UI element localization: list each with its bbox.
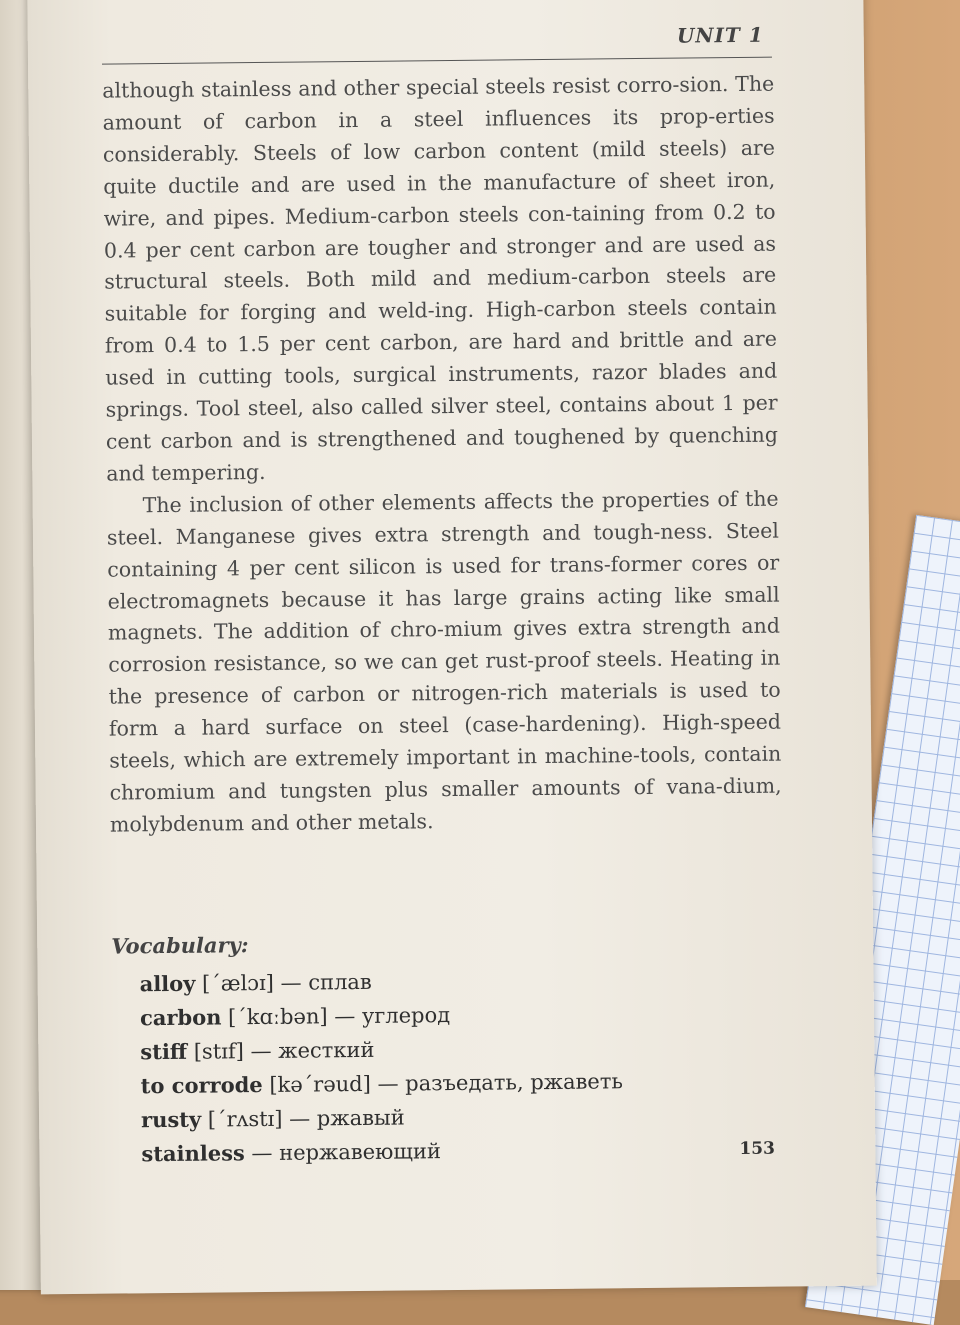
vocab-term: to corrode [140, 1072, 263, 1099]
paragraph-alloying-elements: The inclusion of other elements affects the properties of the steel. Manganese gives extra strength and tough-ness. Steel containing 4 per cent silicon is used for trans-former cores or electromagnets because it has large grains acting like small magnets. The addition of chro-mium gives extra strength and corrosion resistance, so we can get rust-proof steels. Heating in the presence of carbon or nitrogen-rich materials is used to form a hard surface on steel (case-hardening). High-speed steels, which are extremely important in machine-tools, contain chromium and tungsten plus smaller amounts of vana-dium, molybdenum and other metals. [106, 486, 782, 837]
body-text [102, 69, 782, 842]
vocab-item-stainless [141, 1132, 623, 1171]
vocab-definition: [stɪf] — жесткий [186, 1037, 375, 1064]
vocab-definition: [ˊrʌstɪ] — ржавый [200, 1105, 405, 1132]
vocabulary-list [139, 962, 623, 1171]
running-header: UNIT 1 [676, 22, 764, 48]
paragraph-steels-carbon: although stainless and other special steels resist corro-sion. The amount of carbon in a steel influences its prop-erties considerably. Steels of low carbon content (mild steels) are quite ductile and are used in the manufacture of sheet iron, wire, and pipes. Medium-carbon steels con-taining from 0.2 to 0.4 per cent carbon are tougher and stronger and are used as structural steels. Both mild and medium-carbon steels are suitable for forging and weld-ing. High-carbon steels contain from 0.4 to 1.5 per cent carbon, are hard and brittle and are used in cutting tools, surgical instruments, razor blades and springs. Tool steel, also called silver steel, contains about 1 per cent carbon and is strengthened and toughened by quenching and tempering. [102, 71, 779, 486]
page-number: 153 [739, 1138, 776, 1160]
vocab-item-alloy [139, 962, 621, 1001]
header-rule [102, 57, 772, 65]
vocab-term: stiff [140, 1038, 188, 1065]
vocab-item-carbon [140, 996, 622, 1035]
book-page [27, 0, 877, 1294]
vocab-term: carbon [139, 1004, 222, 1031]
vocab-term: stainless [141, 1140, 245, 1167]
vocab-definition: — нержавеющий [244, 1139, 441, 1166]
vocab-definition: [kəˊrəud] — разъедать, ржаветь [262, 1069, 623, 1098]
vocab-definition: [ˊælɔɪ] — сплав [195, 969, 372, 996]
vocab-item-rusty [141, 1098, 623, 1137]
vocab-term: rusty [140, 1106, 202, 1133]
vocab-item-to-corrode [141, 1064, 623, 1103]
vocab-definition: [ˊkɑːbən] — углерод [221, 1003, 451, 1030]
vocab-item-stiff [140, 1030, 622, 1069]
vocabulary-heading: Vocabulary: [111, 932, 249, 959]
vocab-term: alloy [139, 970, 196, 997]
